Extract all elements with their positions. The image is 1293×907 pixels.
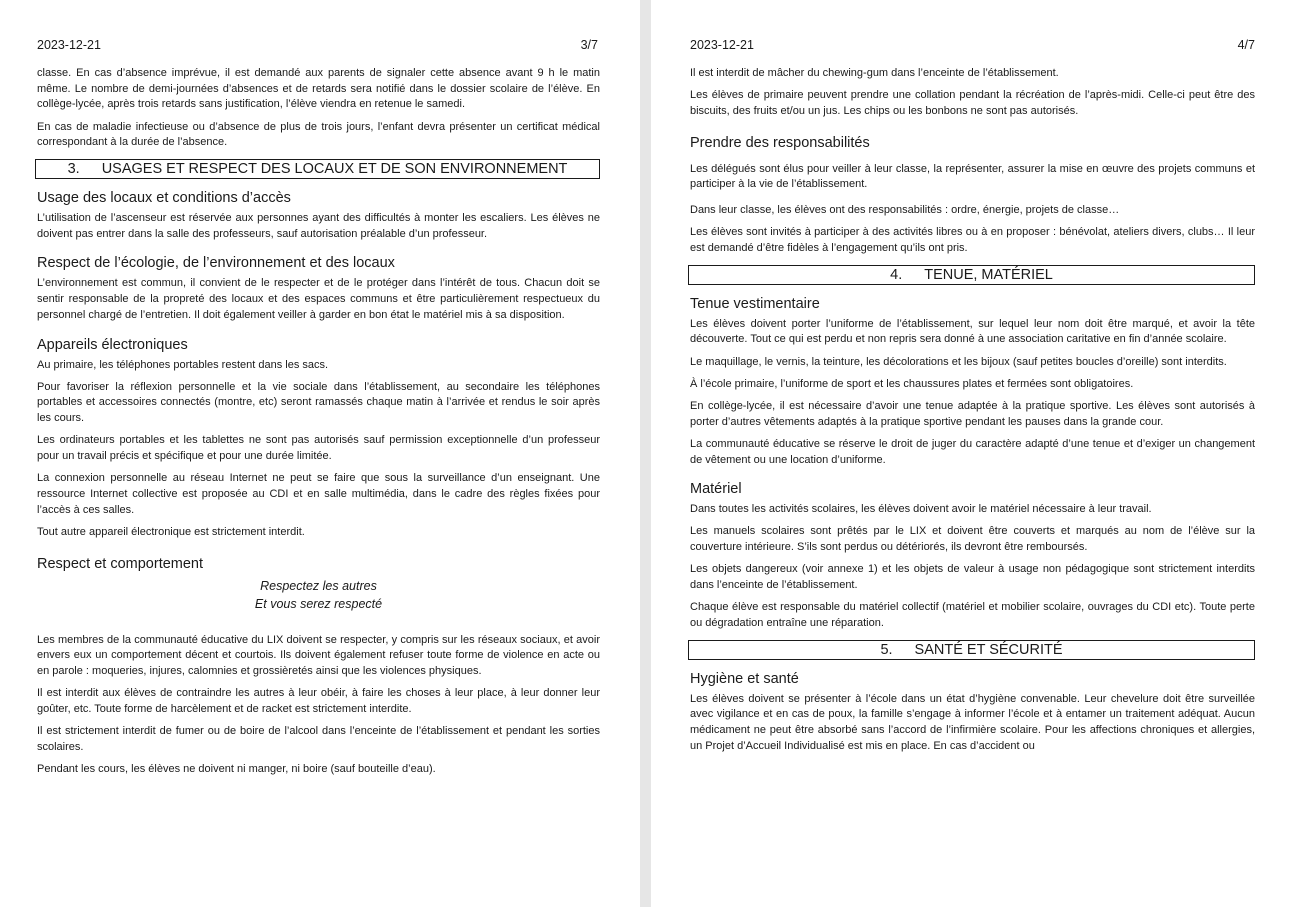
paragraph: En collège-lycée, il est nécessaire d’avoir une tenue adaptée à la pratique sportive. Les élèves sont autorisés à porter d’autres vêtements adaptés à la pratique sportive pendant les pauses dans la grande cour. [690,399,1255,428]
paragraph: Les objets dangereux (voir annexe 1) et les objets de valeur à usage non pédagogique sont strictement interdits dans l’enceinte de l’établissement. [690,563,1255,592]
paragraph: Pour favoriser la réflexion personnelle et la vie sociale dans l’établissement, au secondaire les téléphones portables et accessoires connectés (montre, etc) seront ramassés chaque matin à l’arrivée et rendus le soir après les cours. [37,380,600,425]
paragraph: Les élèves doivent porter l’uniforme de l’établissement, sur lequel leur nom doit être marqué, et avoir la tête découverte. Tout ce qui est perdu et non repris sera donné à une association caritative en fin d’année scolaire. [690,317,1255,346]
paragraph: En cas de maladie infectieuse ou d’absence de plus de trois jours, l’enfant devra présenter un certificat médical correspondant à la durée de l’absence. [37,120,600,149]
paragraph: Les ordinateurs portables et les tablettes ne sont pas autorisés sauf permission exceptionnelle d’un professeur pour un travail précis et spécifique et pour une durée limitée. [37,434,600,463]
page-date: 2023-12-21 [37,38,101,52]
paragraph: classe. En cas d’absence imprévue, il est demandé aux parents de signaler cette absence avant 9 h le matin même. Le nombre de demi-journées d’absences et de retards sera notifié dans le dossier scolaire de l’élève. En collège-lycée, après trois retards sans justification, l’élève viendra en retenue le samedi. [37,67,600,111]
subheading-hygiene: Hygiène et santé [690,670,799,687]
section-heading-4 [688,265,1255,285]
subheading-tenue: Tenue vestimentaire [690,295,820,312]
paragraph: Dans leur classe, les élèves ont des responsabilités : ordre, énergie, projets de classe… [690,204,1120,217]
paragraph: Au primaire, les téléphones portables restent dans les sacs. [37,358,329,371]
page-header [690,38,1255,52]
section-number: 3. [67,161,80,178]
motto-line: Et vous serez respecté [254,596,383,611]
section-title: SANTÉ ET SÉCURITÉ [914,641,1063,658]
section-heading-5 [688,640,1255,660]
paragraph: La connexion personnelle au réseau Internet ne peut se faire que sous la surveillance d’un enseignant. Une ressource Internet collective est proposée au CDI et en salle multimédia, dans le cadre des règles fixées pour l’accès à ces salles. [37,472,600,516]
subheading-materiel: Matériel [690,481,742,498]
section-heading-3 [35,159,600,179]
paragraph: Les élèves de primaire peuvent prendre une collation pendant la récréation de l’après-midi. Celle-ci peut être des biscuits, des fruits et/ou un jus. Les chips ou les bonbons ne sont pas autorisés. [690,89,1255,117]
section-number: 4. [890,266,903,283]
paragraph: Les délégués sont élus pour veiller à leur classe, la représenter, assurer la mise en œuvre des projets communs et participer à la vie de l’établissement. [690,162,1255,191]
paragraph: Les élèves sont invités à participer à des activités libres ou à en proposer : bénévolat, ateliers divers, clubs… Il leur est demandé d’être fidèles à l’engagement qu’ils ont pris. [690,226,1255,254]
motto-line: Respectez les autres [260,578,377,593]
subheading-ecologie: Respect de l’écologie, de l’environnement et des locaux [37,255,395,272]
paragraph: L’utilisation de l’ascenseur est réservée aux personnes ayant des difficultés à monter les escaliers. Les élèves ne doivent pas entrer dans la salle des professeurs, sauf autorisation préalable d’un professeur. [37,212,600,240]
section-number: 5. [880,641,893,658]
page-date: 2023-12-21 [690,38,754,52]
subheading-respect: Respect et comportement [37,555,204,572]
subheading-usage: Usage des locaux et conditions d’accès [37,190,291,207]
section-title: TENUE, MATÉRIEL [924,266,1053,283]
page-number: 4/7 [1237,38,1255,52]
page-header [37,38,600,52]
paragraph: Les manuels scolaires sont prêtés par le LIX et doivent être couverts et marqués au nom de l’élève sur la couverture intérieure. S’ils sont perdus ou détériorés, ils devront être remboursés. [690,525,1255,554]
document-page-left [0,0,640,907]
page-number: 3/7 [580,38,598,52]
paragraph: Le maquillage, le vernis, la teinture, les décolorations et les bijoux (sauf petites boucles d’oreille) sont interdits. [690,355,1227,368]
paragraph: Les élèves doivent se présenter à l’école dans un état d’hygiène convenable. Leur chevelure doit être surveillée avec vigilance et en cas de poux, la famille s’engage à informer l’école et à entamer un traitement adéquat. Aucun médicament ne peut être absorbé sans l’accord de l’infirmière scolaire. Pour les affections chroniques et allergies, un Projet d’Accueil Individualisé est mis en place. En cas d’accident ou [690,692,1255,752]
paragraph: La communauté éducative se réserve le droit de juger du caractère adapté d’une tenue et d’exiger un changement de vêtement ou une location d’uniforme. [690,437,1255,466]
motto [37,577,600,613]
paragraph: Chaque élève est responsable du matériel collectif (matériel et mobilier scolaire, ouvrages du CDI etc). Toute perte ou dégradation entraîne une réparation. [690,601,1255,629]
paragraph: Il est interdit de mâcher du chewing-gum dans l’enceinte de l’établissement. [690,67,1059,79]
document-page-right [651,0,1293,907]
paragraph: Dans toutes les activités scolaires, les élèves doivent avoir le matériel nécessaire à leur travail. [690,503,1152,516]
subheading-responsabilites: Prendre des responsabilités [690,134,870,151]
paragraph: L’environnement est commun, il convient de le respecter et de le protéger dans l’intérêt de tous. Chacun doit se sentir responsable de la propreté des locaux et des espaces communs et être particulièrement respectueux du personnel chargé de l’entretien. Il doit également veiller à garder en bon état le matériel mis à sa disposition. [37,277,600,321]
paragraph: Il est interdit aux élèves de contraindre les autres à leur obéir, à faire les choses à leur place, à leur donner leur goûter, etc. Toute forme de harcèlement et de racket est strictement interdite. [37,687,600,715]
paragraph: Les membres de la communauté éducative du LIX doivent se respecter, y compris sur les réseaux sociaux, et avoir envers eux un comportement décent et courtois. Ils doivent également refuser toute forme de violence en acte ou en parole : moqueries, injures, calomnies et grossièretés ainsi que les violences physiques. [37,633,600,677]
paragraph: Il est strictement interdit de fumer ou de boire de l’alcool dans l’enceinte de l’établissement et pendant les sorties scolaires. [37,725,600,753]
paragraph: Tout autre appareil électronique est strictement interdit. [37,525,305,538]
section-title: USAGES ET RESPECT DES LOCAUX ET DE SON ENVIRONNEMENT [101,161,568,178]
paragraph: Pendant les cours, les élèves ne doivent ni manger, ni boire (sauf bouteille d’eau). [37,762,436,775]
paragraph: À l’école primaire, l’uniforme de sport et les chaussures plates et fermées sont obligatoires. [690,377,1134,390]
subheading-appareils: Appareils électroniques [37,336,188,353]
